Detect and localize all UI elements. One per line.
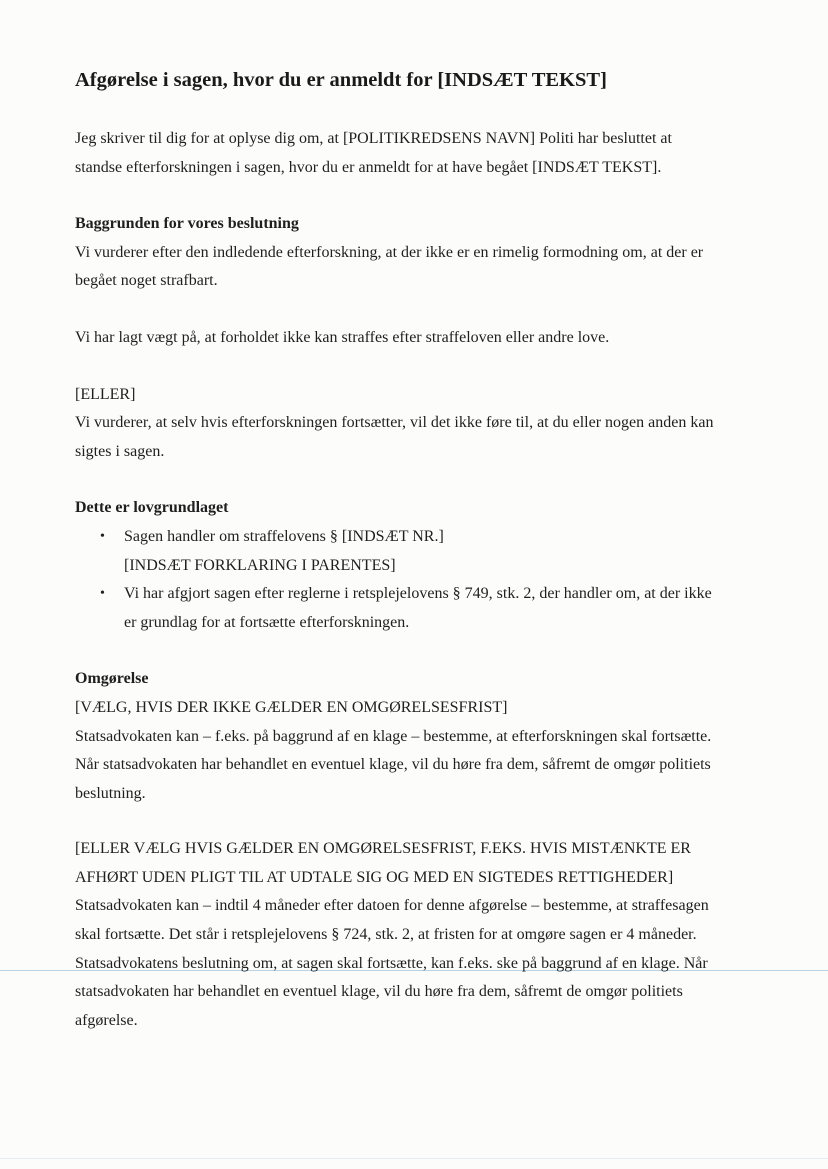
background-line: begået noget strafbart. [75, 272, 218, 290]
list-item-line: Sagen handler om straffelovens § [INDSÆT NR.] [124, 527, 444, 545]
list-item-line: Vi har afgjort sagen efter reglerne i retsplejelovens § 749, stk. 2, der handler om, at der ikke [124, 585, 712, 603]
intro-line: Jeg skriver til dig for at oplyse dig om, at [POLITIKREDSENS NAVN] Politi har besluttet at [75, 130, 672, 147]
option2-line: skal fortsætte. Det står i retsplejelovens § 724, stk. 2, at fristen for at omgøre sagen er 4 måneder. [75, 926, 697, 944]
option2-line: Statsadvokatens beslutning om, at sagen skal fortsætte, kan f.eks. ske på baggrund af en klage. Når [75, 954, 708, 972]
background-section [75, 210, 755, 466]
bullet-icon: • [100, 586, 105, 602]
legal-basis-heading: Dette er lovgrundlaget [75, 499, 229, 517]
option1-line: beslutning. [75, 784, 146, 802]
background-alt-line: sigtes i sagen. [75, 442, 165, 460]
alternative-label: [ELLER] [75, 385, 136, 403]
list-item-line: er grundlag for at fortsætte efterforskningen. [124, 613, 410, 631]
option1-line: Statsadvokaten kan – f.eks. på baggrund af en klage – bestemme, at efterforskningen skal fortsætte. [75, 727, 712, 745]
legal-basis-section [75, 494, 755, 637]
reversal-heading: Omgørelse [75, 670, 149, 688]
bullet-icon: • [100, 528, 105, 544]
legal-basis-list [75, 523, 755, 637]
intro-line: standse efterforskningen i sagen, hvor du er anmeldt for at have begået [INDSÆT TEKST]. [75, 158, 662, 176]
reversal-section [75, 665, 755, 1035]
list-item [75, 523, 755, 580]
list-item-line: [INDSÆT FORKLARING I PARENTES] [124, 556, 396, 574]
letter-body [75, 62, 755, 1035]
option1-line: Når statsadvokaten har behandlet en eventuel klage, vil du høre fra dem, såfremt de omgør politiets [75, 756, 711, 774]
option1-label: [VÆLG, HVIS DER IKKE GÆLDER EN OMGØRELSESFRIST] [75, 698, 508, 716]
background-alt-line: Vi vurderer, at selv hvis efterforskningen fortsætter, vil det ikke føre til, at du eller nogen anden kan [75, 414, 714, 432]
option2-block [75, 835, 755, 1035]
option2-line: Statsadvokaten kan – indtil 4 måneder efter datoen for denne afgørelse – bestemme, at straffesagen [75, 897, 709, 915]
option2-line: statsadvokaten har behandlet en eventuel klage, vil du høre fra dem, såfremt de omgør politiets [75, 983, 683, 1001]
option2-label-line: [ELLER VÆLG HVIS GÆLDER EN OMGØRELSESFRIST, F.EKS. HVIS MISTÆNKTE ER [75, 840, 691, 858]
background-weight-paragraph: Vi har lagt vægt på, at forholdet ikke kan straffes efter straffeloven eller andre love. [75, 328, 610, 346]
option2-label-line: AFHØRT UDEN PLIGT TIL AT UDTALE SIG OG MED EN SIGTEDES RETTIGHEDER] [75, 868, 674, 886]
background-heading: Baggrunden for vores beslutning [75, 215, 299, 233]
option2-line: afgørelse. [75, 1011, 138, 1029]
scan-artifact-line-bottom [0, 1158, 828, 1159]
background-line: Vi vurderer efter den indledende efterforskning, at der ikke er en rimelig formodning om, at der er [75, 243, 704, 261]
intro-paragraph [75, 125, 755, 182]
list-item [75, 580, 755, 637]
document-title: Afgørelse i sagen, hvor du er anmeldt for [INDSÆT TEKST] [75, 69, 607, 91]
